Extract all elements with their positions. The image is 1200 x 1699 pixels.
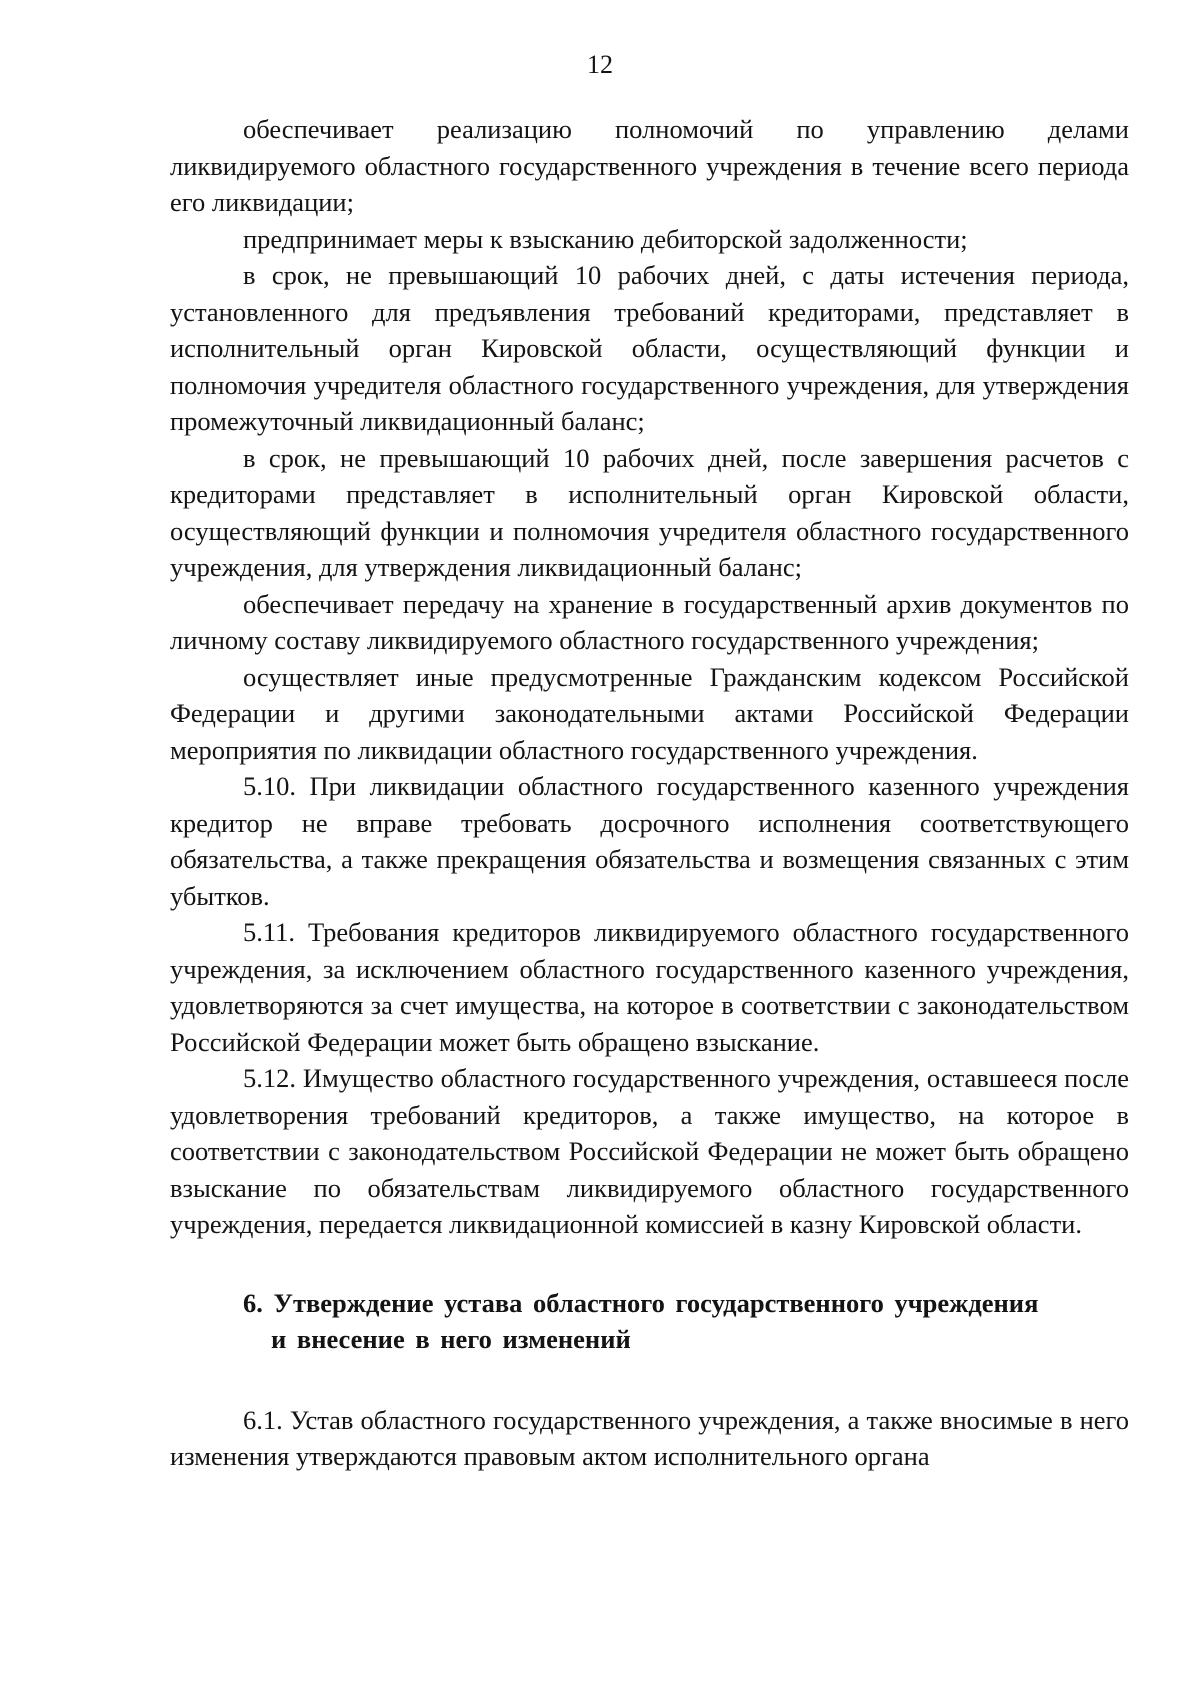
heading-spacer bbox=[170, 1358, 1129, 1402]
paragraph-archive-transfer: обеспечивает передачу на хранение в государственный архив документов по личному составу ликвидируемого областного государственного учреждения; bbox=[170, 588, 1129, 655]
paragraph-interim-balance: в срок, не превышающий 10 рабочих дней, с даты истечения периода, установленного для предъявления требований кредиторами, представляет в исполнительный орган Кировской области, осуществляющий функции и полномочия учредителя областного государственного учреждения, для утверждения промежуточный ликвидационный баланс; bbox=[170, 260, 1129, 436]
section-6-heading-line-1: 6. Утверждение устава областного государственного учреждения bbox=[243, 1287, 1039, 1318]
paragraph-other-measures: осуществляет иные предусмотренные Гражданским кодексом Российской Федерации и другими законодательными актами Российской Федерации мероприятия по ликвидации областного государственного учреждения. bbox=[170, 661, 1129, 765]
paragraph-5-10: 5.10. При ликвидации областного государственного казенного учреждения кредитор не вправе требовать досрочного исполнения соответствующего обязательства, а также прекращения обязательства и возмещения связанных с этим убытков. bbox=[170, 771, 1129, 911]
paragraph-5-12: 5.12. Имущество областного государственного учреждения, оставшееся после удовлетворения требований кредиторов, а также имущество, на которое в соответствии с законодательством Российской Федерации не может быть обращено взыскание по обязательствам ликвидируемого областного государственного учреждения, передается ликвидационной комиссией в казну Кировской области. bbox=[170, 1063, 1129, 1239]
paragraph-6-1: 6.1. Устав областного государственного учреждения, а также вносимые в него изменения утверждаются правовым актом исполнительного органа bbox=[170, 1404, 1129, 1471]
paragraph-liquidation-management: обеспечивает реализацию полномочий по управлению делами ликвидируемого областного государственного учреждения в течение всего периода его ликвидации; bbox=[170, 114, 1129, 217]
paragraph-receivables-collection: предпринимает меры к взысканию дебиторской задолженности; bbox=[243, 223, 968, 254]
page-number: 12 bbox=[587, 50, 613, 79]
paragraph-5-11: 5.11. Требования кредиторов ликвидируемого областного государственного учреждения, за исключением областного государственного казенного учреждения, удовлетворяются за счет имущества, на которое в соответствии с законодательством Российской Федерации может быть обращено взыскание. bbox=[170, 917, 1129, 1057]
section-6-heading bbox=[170, 1285, 1129, 1358]
document-body bbox=[170, 111, 1129, 1475]
paragraph-final-balance: в срок, не превышающий 10 рабочих дней, после завершения расчетов с кредиторами представляет в исполнительный орган Кировской области, осуществляющий функции и полномочия учредителя областного государственного учреждения, для утверждения ликвидационный баланс; bbox=[170, 442, 1129, 582]
section-6-heading-line-2: и внесение в него изменений bbox=[271, 1324, 631, 1354]
